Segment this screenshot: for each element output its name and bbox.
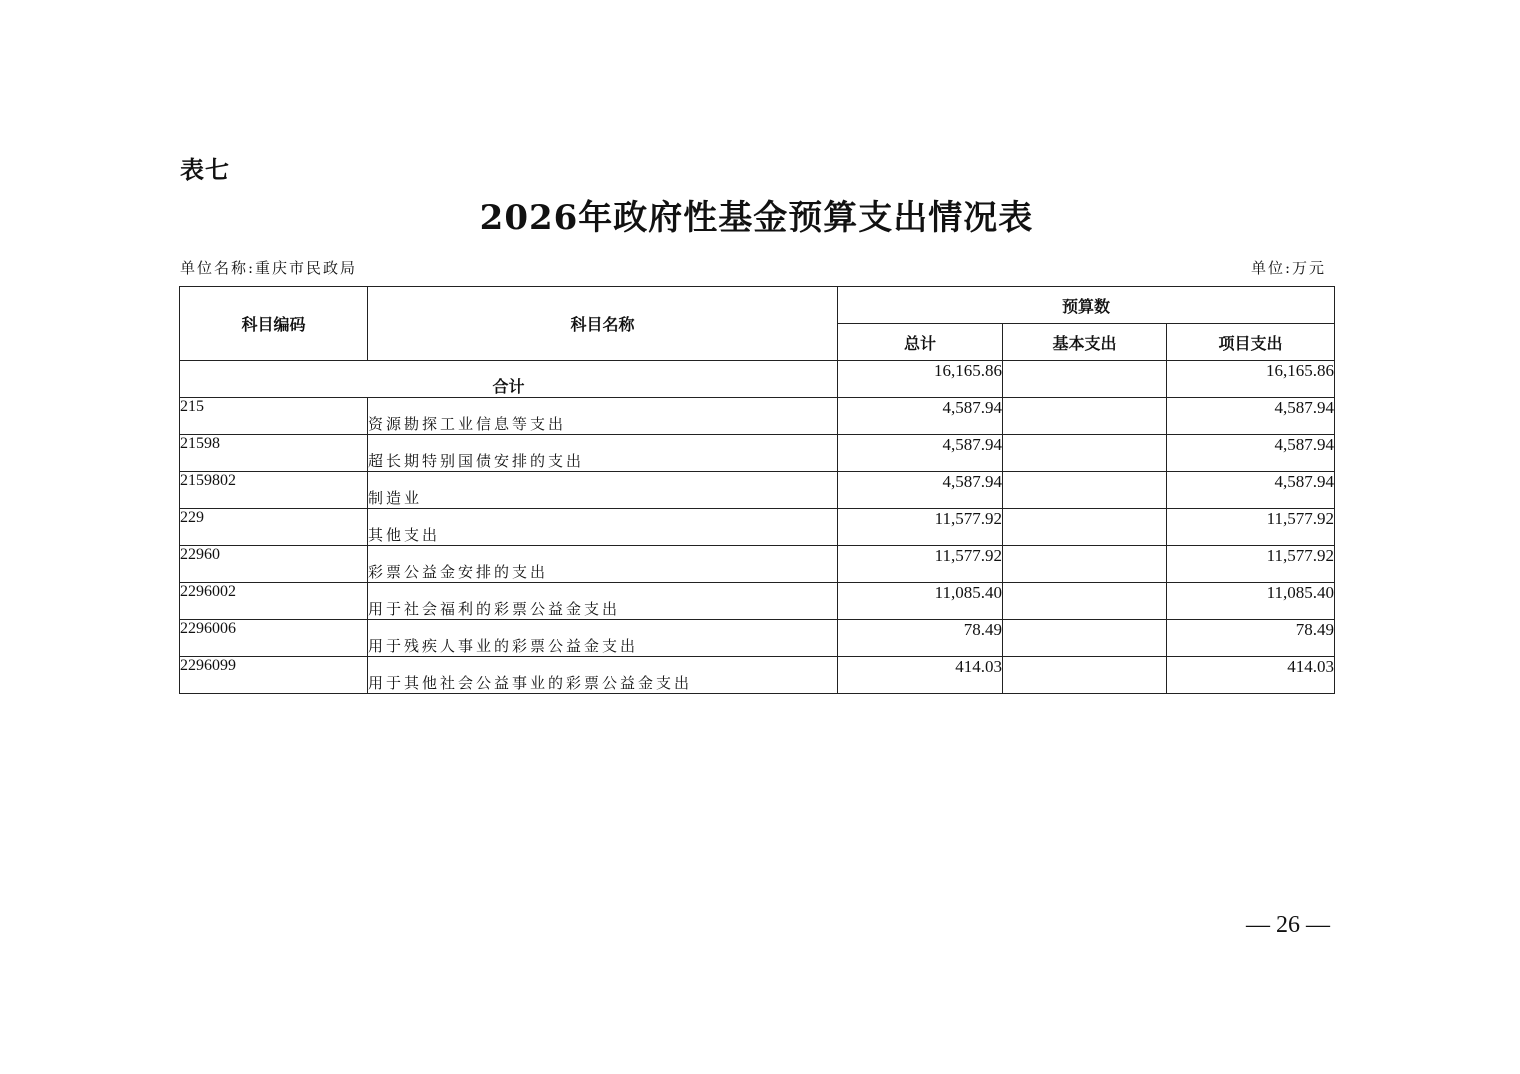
- total-amount: 16,165.86: [838, 361, 1003, 398]
- total-row: [180, 361, 1335, 398]
- row-code: 21598: [180, 435, 368, 472]
- row-basic: [1003, 398, 1167, 435]
- document-title: 2026年政府性基金预算支出情况表: [479, 198, 1034, 238]
- header-code: 科目编码: [180, 287, 368, 361]
- row-total: 11,085.40: [838, 583, 1003, 620]
- table-row: [180, 657, 1335, 694]
- row-basic: [1003, 546, 1167, 583]
- currency-unit: 单位:万元: [1250, 259, 1326, 277]
- header-total: 总计: [838, 324, 1003, 361]
- row-project: 4,587.94: [1167, 472, 1335, 509]
- row-project: 11,577.92: [1167, 546, 1335, 583]
- table-row: [180, 509, 1335, 546]
- row-name: 超长期特别国债安排的支出: [368, 435, 838, 472]
- table-row: [180, 546, 1335, 583]
- row-name: 制造业: [368, 472, 838, 509]
- total-basic: [1003, 361, 1167, 398]
- row-code: 2296099: [180, 657, 368, 694]
- row-code: 2159802: [180, 472, 368, 509]
- table-row: [180, 398, 1335, 435]
- row-total: 11,577.92: [838, 509, 1003, 546]
- table-row: [180, 583, 1335, 620]
- total-project: 16,165.86: [1167, 361, 1335, 398]
- row-code: 2296002: [180, 583, 368, 620]
- row-code: 229: [180, 509, 368, 546]
- row-name: 彩票公益金安排的支出: [368, 546, 838, 583]
- header-budget: 预算数: [838, 287, 1335, 324]
- row-name: 用于残疾人事业的彩票公益金支出: [368, 620, 838, 657]
- row-project: 414.03: [1167, 657, 1335, 694]
- row-name: 其他支出: [368, 509, 838, 546]
- row-project: 11,085.40: [1167, 583, 1335, 620]
- row-total: 4,587.94: [838, 472, 1003, 509]
- table-row: [180, 472, 1335, 509]
- total-label: 合计: [180, 361, 838, 398]
- row-basic: [1003, 583, 1167, 620]
- unit-name: 单位名称:重庆市民政局: [180, 259, 358, 277]
- header-basic: 基本支出: [1003, 324, 1167, 361]
- row-basic: [1003, 435, 1167, 472]
- row-project: 11,577.92: [1167, 509, 1335, 546]
- header-project: 项目支出: [1167, 324, 1335, 361]
- header-name: 科目名称: [368, 287, 838, 361]
- row-code: 22960: [180, 546, 368, 583]
- row-total: 4,587.94: [838, 435, 1003, 472]
- page-number: — 26 —: [1246, 912, 1330, 938]
- budget-table: [179, 286, 1335, 694]
- row-code: 215: [180, 398, 368, 435]
- table-label: 表七: [180, 156, 230, 184]
- row-basic: [1003, 657, 1167, 694]
- table-row: [180, 620, 1335, 657]
- row-total: 4,587.94: [838, 398, 1003, 435]
- row-total: 11,577.92: [838, 546, 1003, 583]
- row-basic: [1003, 509, 1167, 546]
- row-code: 2296006: [180, 620, 368, 657]
- row-total: 414.03: [838, 657, 1003, 694]
- row-name: 资源勘探工业信息等支出: [368, 398, 838, 435]
- row-project: 4,587.94: [1167, 398, 1335, 435]
- table-row: [180, 435, 1335, 472]
- row-total: 78.49: [838, 620, 1003, 657]
- row-name: 用于社会福利的彩票公益金支出: [368, 583, 838, 620]
- row-project: 4,587.94: [1167, 435, 1335, 472]
- row-name: 用于其他社会公益事业的彩票公益金支出: [368, 657, 838, 694]
- row-basic: [1003, 472, 1167, 509]
- row-basic: [1003, 620, 1167, 657]
- row-project: 78.49: [1167, 620, 1335, 657]
